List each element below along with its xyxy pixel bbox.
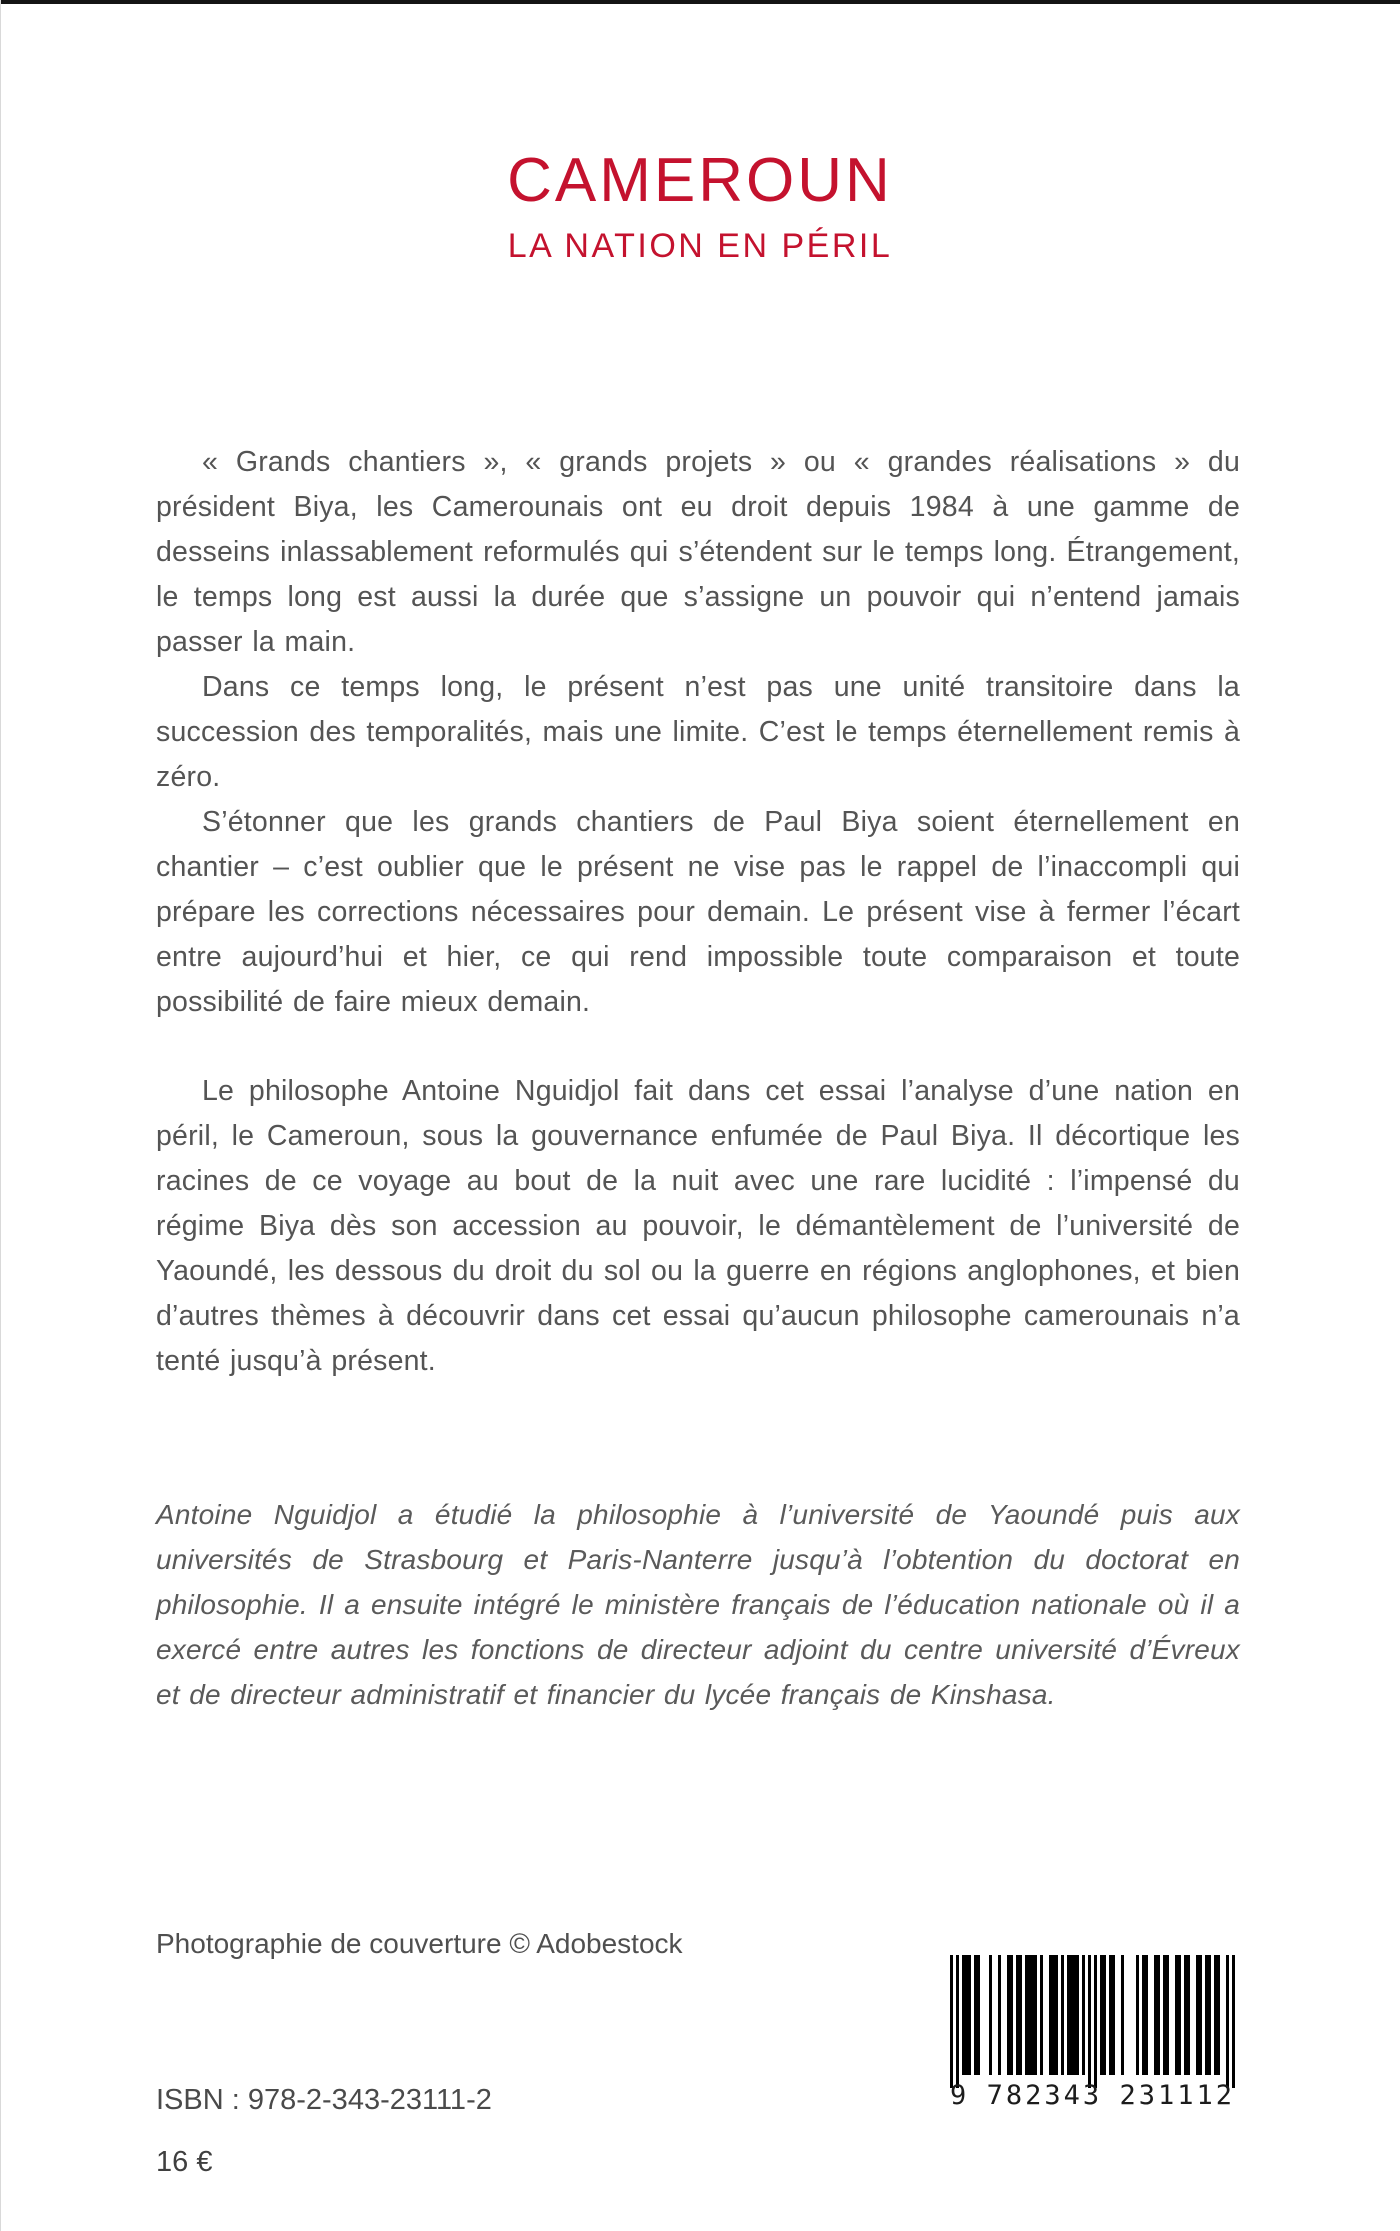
barcode-digit-group: 782343	[986, 2080, 1103, 2111]
page-edge-left	[0, 0, 1, 2231]
synopsis	[156, 440, 1240, 1384]
barcode-bars	[950, 1955, 1240, 2088]
author-bio: Antoine Nguidjol a étudié la philosophie à l’université de Yaoundé puis aux universités de Strasbourg et Paris-Nanterre jusqu’à l’obtention du doctorat en philosophie. Il a ensuite intégré le ministère français de l’éducation nationale où il a exercé entre autres les fonctions de directeur adjoint du centre université d’Évreux et de directeur administratif et financier du lycée français de Kinshasa.	[156, 1499, 1240, 1710]
book-subtitle: LA NATION EN PÉRIL	[507, 227, 893, 265]
synopsis-paragraph: Le philosophe Antoine Nguidjol fait dans cet essai l’analyse d’une nation en péril, le Cameroun, sous la gouvernance enfumée de Paul Biya. Il décortique les racines de ce voyage au bout de la nuit avec une rare lucidité : l’impensé du régime Biya dès son accession au pouvoir, le démantèlement de l’université de Yaoundé, les dessous du droit du sol ou la guerre en régions anglophones, et bien d’autres thèmes à découvrir dans cet essai qu’aucun philosophe camerounais n’a tenté jusqu’à présent.	[156, 1075, 1240, 1377]
title-block	[0, 146, 1400, 265]
isbn: ISBN : 978-2-343-23111-2	[156, 2084, 492, 2116]
price: 16 €	[156, 2146, 213, 2178]
barcode	[950, 1955, 1240, 2111]
synopsis-paragraph: « Grands chantiers », « grands projets » ou « grandes réalisations » du président Biya, les Camerounais ont eu droit depuis 1984 à une gamme de desseins inlassablement reformulés qui s’étendent sur le temps long. Étrangement, le temps long est aussi la durée que s’assigne un pouvoir qui n’entend jamais passer la main.	[156, 446, 1240, 658]
synopsis-paragraph: S’étonner que les grands chantiers de Paul Biya soient éternellement en chantier – c’est oublier que le présent ne vise pas le rappel de l’inaccompli qui prépare les corrections nécessaires pour demain. Le présent vise à fermer l’écart entre aujourd’hui et hier, ce qui rend impossible toute comparaison et toute possibilité de faire mieux demain.	[156, 806, 1240, 1018]
barcode-number	[950, 2080, 1235, 2111]
page-edge-top	[0, 0, 1400, 4]
book-title: CAMEROUN	[507, 146, 893, 215]
barcode-digit-group: 231112	[1119, 2080, 1235, 2111]
photo-credit: Photographie de couverture © Adobestock	[156, 1928, 683, 1959]
synopsis-paragraph: Dans ce temps long, le présent n’est pas une unité transitoire dans la succession des temporalités, mais une limite. C’est le temps éternellement remis à zéro.	[156, 671, 1240, 793]
barcode-digit-group: 9	[950, 2080, 970, 2111]
barcode-bar-module	[1232, 1955, 1235, 2088]
